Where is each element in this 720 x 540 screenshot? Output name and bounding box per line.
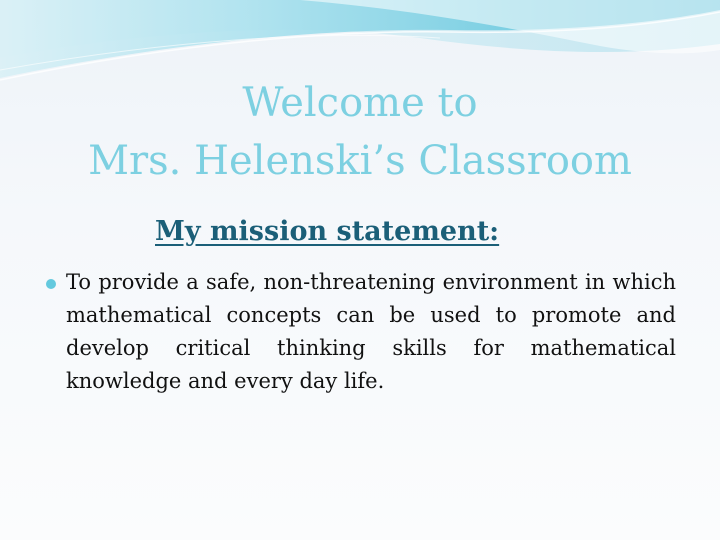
mission-heading: My mission statement: <box>155 216 500 247</box>
list-item <box>44 266 676 398</box>
bullet-list <box>44 266 676 398</box>
title-line-2: Mrs. Helenski’s Classroom <box>88 138 632 184</box>
bullet-dot-icon <box>46 279 56 289</box>
slide-title <box>0 74 720 190</box>
title-line-1: Welcome to <box>242 80 478 126</box>
bullet-text: To provide a safe, non-threatening environment in which mathematical concepts can be used to promote and develop critical thinking skills for mathematical knowledge and every day life. <box>66 270 676 393</box>
